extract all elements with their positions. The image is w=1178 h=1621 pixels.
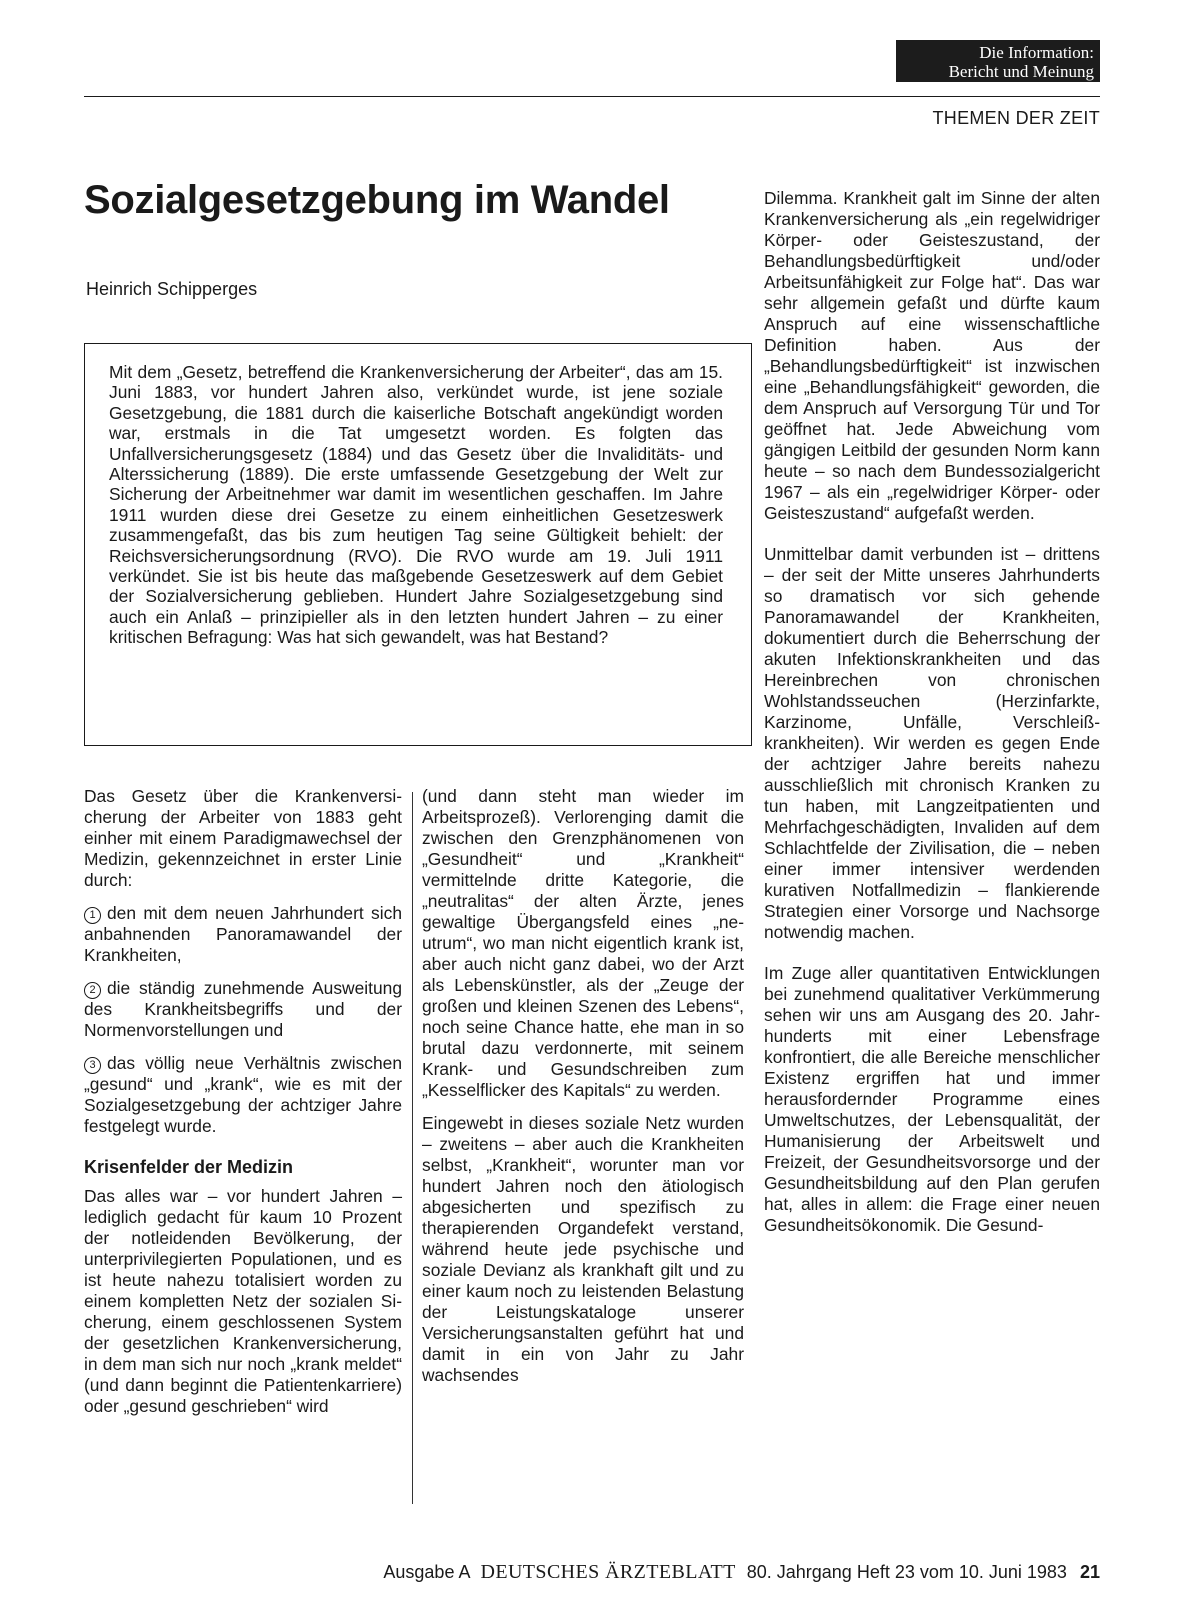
circled-number: 3 bbox=[84, 1057, 101, 1074]
list-item-text: den mit dem neuen Jahrhundert sich anbahnenden Panoramawandel der Krankheiten, bbox=[84, 903, 402, 965]
subheading: Krisenfelder der Medizin bbox=[84, 1157, 294, 1177]
section-label: THEMEN DER ZEIT bbox=[932, 108, 1100, 128]
footer-edition: Ausgabe A bbox=[383, 1562, 470, 1582]
section-badge bbox=[896, 40, 1100, 82]
circled-number: 1 bbox=[84, 907, 101, 924]
column-divider bbox=[412, 792, 413, 1504]
body-paragraph: Unmittelbar damit verbunden ist – drittens – der seit der Mitte unseres Jahrhunderts so dramatisch vor sich gehende Panoramawandel der Krankheiten, dokumentiert durch die Beherrschung der akuten Infektionskrankheiten und das Hereinbrechen von chronischen Wohlstandsseuchen (Herzinfarkte, Karzinome, Unfälle, Verschleißkrankheiten). Wir werden es gegen Ende der achtziger Jahre bereits nahezu ausschließlich mit chronisch Kranken zu tun haben, mit Langzeitpatienten und Mehrfachgeschädigten, Invaliden auf dem Schlachtfelde der Zivilisation, die – neben einer immer intensiver werdenden kurativen Notfallmedizin – flankierende Strategien einer Vorsorge und Nachsorge notwendig machen. bbox=[764, 544, 1100, 942]
list-item bbox=[84, 978, 402, 1041]
page-footer bbox=[230, 1561, 1100, 1584]
section-badge-line2: Bericht und Meinung bbox=[948, 62, 1094, 81]
body-paragraph: Das alles war – vor hundert Jahren – lediglich gedacht für kaum 10 Prozent der notleidenden Bevölkerung, der unterprivilegierten Populationen, und es ist heute nahezu totalisiert worden zu einem kompletten Netz der sozialen Sicherung, einem geschlossenen System der gesetzlichen Krankenversicherung, in dem man sich nur noch „krank meldet“ (und dann beginnt die Patientenkarriere) oder „gesund geschrieben“ wird bbox=[84, 1186, 402, 1416]
circled-number: 2 bbox=[84, 982, 101, 999]
body-paragraph: (und dann steht man wieder im Arbeitsprozeß). Verlorenging damit die zwischen den Grenzphänomenen von „Gesundheit“ und „Krankheit“ vermittelnde dritte Kategorie, die „neutralitas“ der alten Ärzte, jenes gewaltige Übergangsfeld eines „ne-utrum“, wo man nicht eigentlich krank ist, aber auch nicht ganz dabei, wo der Arzt als Lebenskünstler, als der „Zeuge der großen und kleinen Szenen des Lebens“, noch seine Chance hatte, ehe man in so brutal dazu verdonnerte, mit seinem Krank- und Gesundschreiben zum „Kesselflicker des Kapitals“ zu werden. bbox=[422, 786, 744, 1100]
footer-issue: 80. Jahrgang Heft 23 vom 10. Juni 1983 bbox=[746, 1562, 1067, 1582]
column-middle bbox=[422, 786, 744, 1398]
article-author: Heinrich Schipperges bbox=[86, 279, 258, 299]
body-paragraph: Eingewebt in dieses soziale Netz wurden – zweitens – aber auch die Krankheiten selbst, „Krankheit“, worunter man vor hundert Jahren noch den ätiologisch abgesicherten und spezifisch zu therapierenden Organdefekt verstand, während heute jede psychische und soziale Devianz als krankhaft gilt und zu einer kaum noch zu leistenden Belastung der Leistungskataloge unserer Versicherungsanstalten geführt hat und damit in ein von Jahr zu Jahr wachsendes bbox=[422, 1113, 744, 1385]
abstract-text: Mit dem „Gesetz, betreffend die Krankenversicherung der Arbeiter“, das am 15. Juni 1883, vor hundert Jahren also, verkündet wurde, ist jene soziale Gesetzgebung, die 1881 durch die kaiserliche Botschaft angekündigt worden war, erstmals in die Tat umgesetzt worden. Es folgten das Unfallversicherungsgesetz (1884) und das Gesetz über die Invaliditäts- und Alterssicherung (1889). Die erste umfassende Gesetzgebung der Welt zur Sicherung der Arbeitnehmer war damit im wesentlichen geschaffen. Im Jahre 1911 wurden diese drei Gesetze zu einem einheitlichen Gesetzeswerk zusammengefaßt, das bis zum heutigen Tag seine Gültigkeit behielt: der Reichsversicherungsordnung (RVO). Die RVO wurde am 19. Juli 1911 verkündet. Sie ist bis heute das maßgebende Gesetzeswerk auf dem Gebiet der Sozialversicherung geblieben. Hundert Jahre Sozialgesetzgebung sind auch ein Anlaß – prinzipieller als in den letzten hundert Jahren – zu einer kritischen Befragung: Was hat sich gewandelt, was hat Bestand? bbox=[109, 362, 723, 648]
intro-paragraph: Das Gesetz über die Krankenversicherung der Arbeiter von 1883 geht einher mit einem Paradigmawechsel der Medizin, gekennzeichnet in erster Linie durch: bbox=[84, 786, 402, 890]
list-item-text: die ständig zunehmende Ausweitung des Krankheitsbegriffs und der Normenvorstellungen und bbox=[84, 978, 402, 1040]
footer-journal: DEUTSCHES ÄRZTEBLATT bbox=[480, 1561, 736, 1583]
list-item bbox=[84, 1053, 402, 1137]
list-item bbox=[84, 903, 402, 966]
page-number: 21 bbox=[1079, 1562, 1100, 1582]
abstract-box bbox=[84, 343, 752, 746]
column-right bbox=[764, 188, 1100, 1256]
body-paragraph: Dilemma. Krankheit galt im Sinne der alten Krankenversicherung als „ein regelwidriger Körper- oder Geisteszustand, der Behandlungsbedürftigkeit und/oder Arbeitsunfähigkeit zur Folge hat“. Das war sehr allgemein gefaßt und dürfte kaum Anspruch auf eine wissenschaftliche Definition haben. Aus der „Behandlungsbedürftigkeit“ ist inzwischen eine „Behandlungsfähigkeit“ geworden, die dem Anspruch auf Versorgung Tür und Tor geöffnet hat. Jede Abweichung vom gängigen Leitbild der gesunden Norm kann heute – so nach dem Bundessozialgericht 1967 – als ein „regelwidriger Körper- oder Geisteszustand“ aufgefaßt werden. bbox=[764, 188, 1100, 523]
column-left bbox=[84, 786, 402, 1429]
section-badge-line1: Die Information: bbox=[979, 43, 1094, 62]
list-item-text: das völlig neue Verhältnis zwischen „gesund“ und „krank“, wie es mit der Sozialgesetzgebung der achtziger Jahre festgelegt wurde. bbox=[84, 1053, 402, 1136]
body-paragraph: Im Zuge aller quantitativen Entwicklungen bei zunehmend qualitativer Verkümmerung sehen wir uns am Ausgang des 20. Jahrhunderts mit einer Lebensfrage konfrontiert, die alle Bereiche menschlicher Existenz ergriffen hat und immer herausfordernder Programme eines Umweltschutzes, der Lebensqualität, der Humanisierung der Arbeitswelt und Freizeit, der Gesundheitsvorsorge und der Gesundheitsbildung auf den Plan gerufen hat, alles in allem: die Frage einer neuen Gesundheitsökonomik. Die Gesund- bbox=[764, 963, 1100, 1235]
header-rule bbox=[84, 96, 1100, 97]
article-title: Sozialgesetzgebung im Wandel bbox=[84, 178, 670, 222]
